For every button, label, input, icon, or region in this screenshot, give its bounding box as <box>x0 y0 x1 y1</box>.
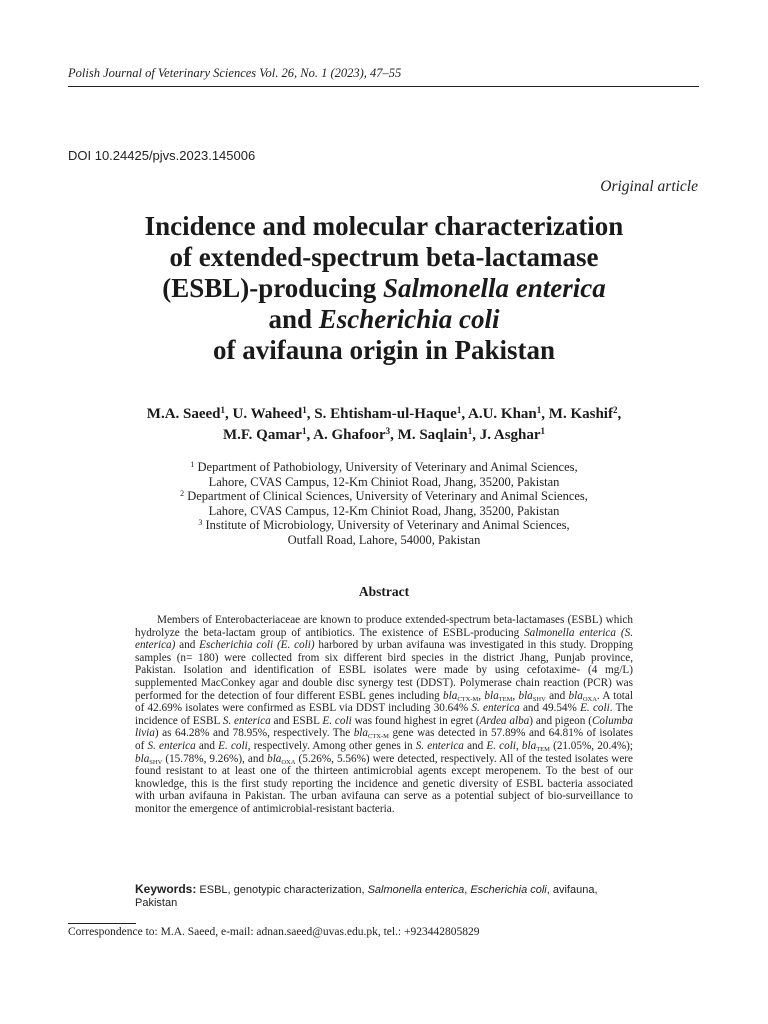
author: J. Asghar$^1$ <box>479 426 546 443</box>
header-divider <box>68 86 699 87</box>
author-line: M.F. Qamar$^1$, A. Ghafoor$^3$, M. Saqlain$^1$, J. Asghar$^1$ <box>222 426 546 443</box>
affiliation-mark: 1 <box>302 405 307 415</box>
title-line <box>40 304 728 335</box>
author: S. Ehtisham-ul-Haque$^1$ <box>314 405 462 422</box>
author: M.F. Qamar$^1$ <box>222 426 307 443</box>
author: M.A. Saeed$^1$ <box>146 405 226 422</box>
paper-title <box>40 211 728 366</box>
affiliation: $^2$ Department of Clinical Sciences, University of Veterinary and Animal Sciences, <box>180 489 588 503</box>
author: A.U. Khan$^1$ <box>468 405 542 422</box>
author-line: M.A. Saeed$^1$, U. Waheed$^1$, S. Ehtisham-ul-Haque$^1$, A.U. Khan$^1$, M. Kashif$^2$, <box>146 405 622 422</box>
affiliation: $^3$ Institute of Microbiology, University of Veterinary and Animal Sciences, <box>198 518 570 532</box>
keywords: Keywords: ESBL, genotypic characterization, Salmonella enterica, Escherichia coli, avifauna, Pakistan <box>135 882 598 909</box>
keywords-label: Keywords: <box>135 882 197 896</box>
affiliation-mark: 1 <box>456 405 462 415</box>
doi[interactable]: DOI 10.24425/pjvs.2023.145006 <box>68 148 256 163</box>
affiliation-address: Lahore, CVAS Campus, 12-Km Chiniot Road, Jhang, 35200, Pakistan <box>208 474 560 489</box>
author-list <box>40 404 728 446</box>
footnote-divider <box>68 923 136 924</box>
author: M. Saqlain$^1$ <box>397 426 473 443</box>
affiliation-mark: 3 <box>385 426 391 436</box>
title-line: Incidence and molecular characterization <box>144 211 624 241</box>
author: M. Kashif$^2$ <box>548 405 618 422</box>
title-species: Salmonella enterica <box>383 273 606 303</box>
correspondence-note: Correspondence to: M.A. Saeed, e-mail: adnan.saeed@uvas.edu.pk, tel.: +923442805829 <box>68 926 480 938</box>
title-line: of extended-spectrum beta-lactamase <box>169 242 599 272</box>
affiliation-mark: 1 <box>220 405 226 415</box>
title-text: (ESBL)-producing <box>162 273 384 303</box>
journal-citation: Polish Journal of Veterinary Sciences Vol. 26, No. 1 (2023), 47–55 <box>68 66 402 80</box>
title-line: of avifauna origin in Pakistan <box>212 335 556 365</box>
author: A. Ghafoor$^3$ <box>313 426 391 443</box>
title-line <box>40 273 728 304</box>
abstract-paragraph: Members of Enterobacteriaceae are known to produce extended-spectrum beta-lactamases (ESBL) which hydrolyze the beta-lactam group of antibiotics. The existence of ESBL-producing Salmonella enterica (S. enterica) and Escherichia coli (E. coli) harbored by urban avifauna was investigated in this study. Dropping samples (n= 180) were collected from six different bird species in the district Jhang, Punjab province, Pakistan. Isolation and identification of ESBL isolates were made by using cefotaxime- (4 mg/L) supplemented MacConkey agar and double disc synergy test (DDST). Polymerase chain reaction (PCR) was performed for the detection of four different ESBL genes including bla$_{CTX-M}$, bla$_{TEM}$, bla$_{SHV}$ and bla$_{OXA}$. A total of 42.69% isolates were confirmed as ESBL via DDST including 30.64% S. enterica and 49.54% E. coli. The incidence of ESBL S. enterica and ESBL E. coli was found highest in egret (Ardea alba) and pigeon (Columba livia) as 64.28% and 78.95%, respectively. The bla$_{CTX-M}$ gene was detected in 57.89% and 64.81% of isolates of S. enterica and E. coli, respectively. Among other genes in S. enterica and E. coli, bla$_{TEM}$ (21.05%, 20.4%); bla$_{SHV}$ (15.78%, 9.26%), and bla$_{OXA}$ (5.26%, 5.56%) were detected, respectively. All of the tested isolates were found resistant to at least one of the thirteen antimicrobial agents except meropenem. To the best of our knowledge, this is the first study reporting the incidence and genetic diversity of ESBL bacteria associated with urban avifauna in Pakistan. The urban avifauna can serve as a potential subject of bio-surveillance to monitor the emergence of antimicrobial-resistant bacteria. <box>135 614 634 815</box>
affiliation-mark: 1 <box>301 426 307 436</box>
affiliation-address: Lahore, CVAS Campus, 12-Km Chiniot Road, Jhang, 35200, Pakistan <box>208 503 560 518</box>
abstract-body <box>135 614 633 816</box>
affiliation-address: Outfall Road, Lahore, 54000, Pakistan <box>287 532 481 547</box>
article-type: Original article <box>600 178 698 195</box>
title-species: Escherichia coli <box>318 304 500 334</box>
affiliation-mark: 2 <box>612 405 618 415</box>
affiliation-mark: 1 <box>540 426 546 436</box>
affiliation-mark: 1 <box>536 405 542 415</box>
affiliation: $^1$ Department of Pathobiology, University of Veterinary and Animal Sciences, <box>190 460 578 474</box>
title-text: and <box>268 304 319 334</box>
abstract-heading: Abstract <box>358 584 410 599</box>
affiliation-list <box>90 460 678 547</box>
author: U. Waheed$^1$ <box>232 405 307 422</box>
affiliation-mark: 1 <box>467 426 473 436</box>
